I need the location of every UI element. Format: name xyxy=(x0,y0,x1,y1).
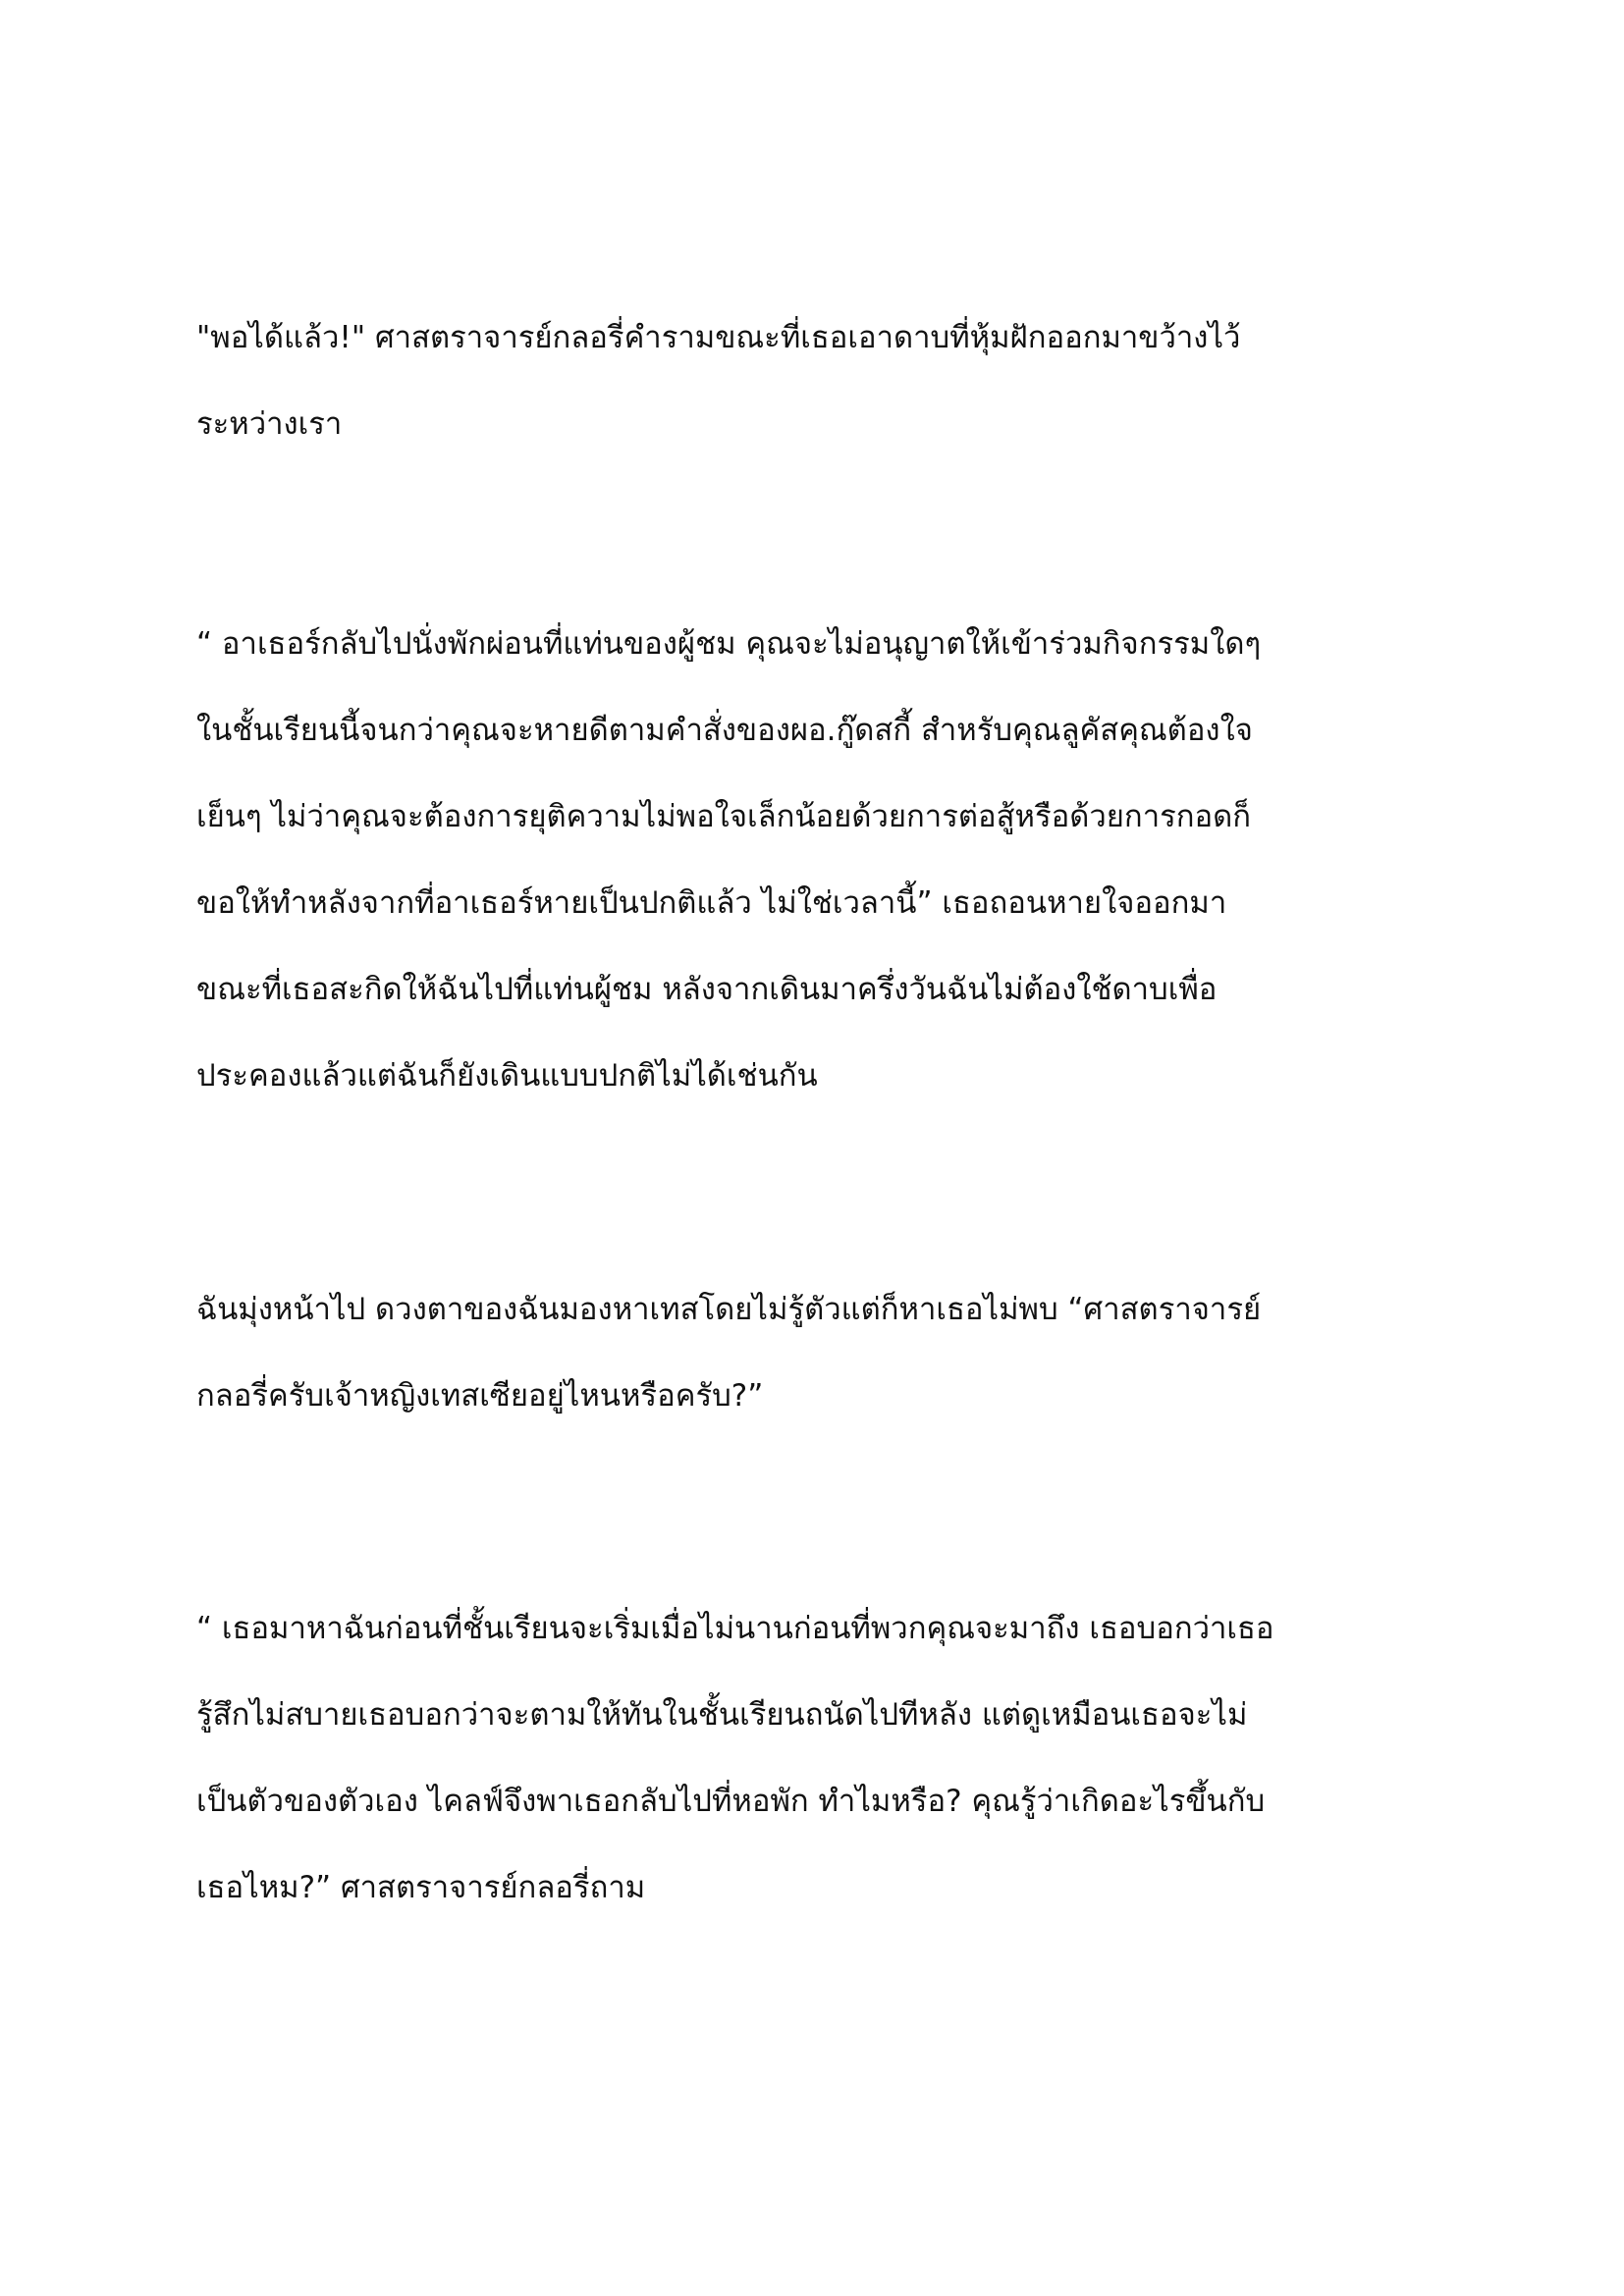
paragraph-line: รู้สึกไม่สบายเธอบอกว่าจะตามให้ทันในชั้นเรียนถนัดไปทีหลัง แต่ดูเหมือนเธอจะไม่ xyxy=(196,1697,1248,1733)
paragraph-line: ขณะที่เธอสะกิดให้ฉันไปที่แท่นผู้ชม หลังจากเดินมาครึ่งวันฉันไม่ต้องใช้ดาบเพื่อ xyxy=(196,972,1218,1007)
paragraph-line: ขอให้ทำหลังจากที่อาเธอร์หายเป็นปกติแล้ว ไม่ใช่เวลานี้” เธอถอนหายใจออกมา xyxy=(196,885,1227,921)
paragraph-3 xyxy=(196,1266,1443,1439)
paragraph-line: “ เธอมาหาฉันก่อนที่ชั้นเรียนจะเริ่มเมื่อไม่นานก่อนที่พวกคุณจะมาถึง เธอบอกว่าเธอ xyxy=(196,1611,1274,1646)
paragraph-line: “ อาเธอร์กลับไปนั่งพักผ่อนที่แท่นของผู้ชม คุณจะไม่อนุญาตให้เข้าร่วมกิจกรรมใดๆ xyxy=(196,626,1262,662)
paragraph-line: ระหว่างเรา xyxy=(196,406,343,442)
paragraph-line: กลอรี่ครับเจ้าหญิงเทสเซียอยู่ไหนหรือครับ?” xyxy=(196,1378,764,1414)
paragraph-1 xyxy=(196,294,1443,467)
paragraph-4 xyxy=(196,1585,1443,1931)
paragraph-line: เป็นตัวของตัวเอง ไคลฟ์จึงพาเธอกลับไปที่หอพัก ทำไมหรือ? คุณรู้ว่าเกิดอะไรขึ้นกับ xyxy=(196,1784,1266,1819)
paragraph-2 xyxy=(196,601,1443,1119)
paragraph-line: "พอได้แล้ว!" ศาสตราจารย์กลอรี่คำรามขณะที่เธอเอาดาบที่หุ้มฝักออกมาขว้างไว้ xyxy=(196,320,1241,355)
paragraph-line: ประคองแล้วแต่ฉันก็ยังเดินแบบปกติไม่ได้เช่นกัน xyxy=(196,1058,818,1094)
paragraph-line: ในชั้นเรียนนี้จนกว่าคุณจะหายดีตามคำสั่งของผอ.กู๊ดสกี้ สำหรับคุณลูคัสคุณต้องใจ xyxy=(196,713,1253,748)
paragraph-line: ฉันมุ่งหน้าไป ดวงตาของฉันมองหาเทสโดยไม่รู้ตัวแต่ก็หาเธอไม่พบ “ศาสตราจารย์ xyxy=(196,1292,1262,1327)
paragraph-line: เย็นๆ ไม่ว่าคุณจะต้องการยุติความไม่พอใจเล็กน้อยด้วยการต่อสู้หรือด้วยการกอดก็ xyxy=(196,799,1252,834)
paragraph-line: เธอไหม?” ศาสตราจารย์กลอรี่ถาม xyxy=(196,1870,646,1905)
